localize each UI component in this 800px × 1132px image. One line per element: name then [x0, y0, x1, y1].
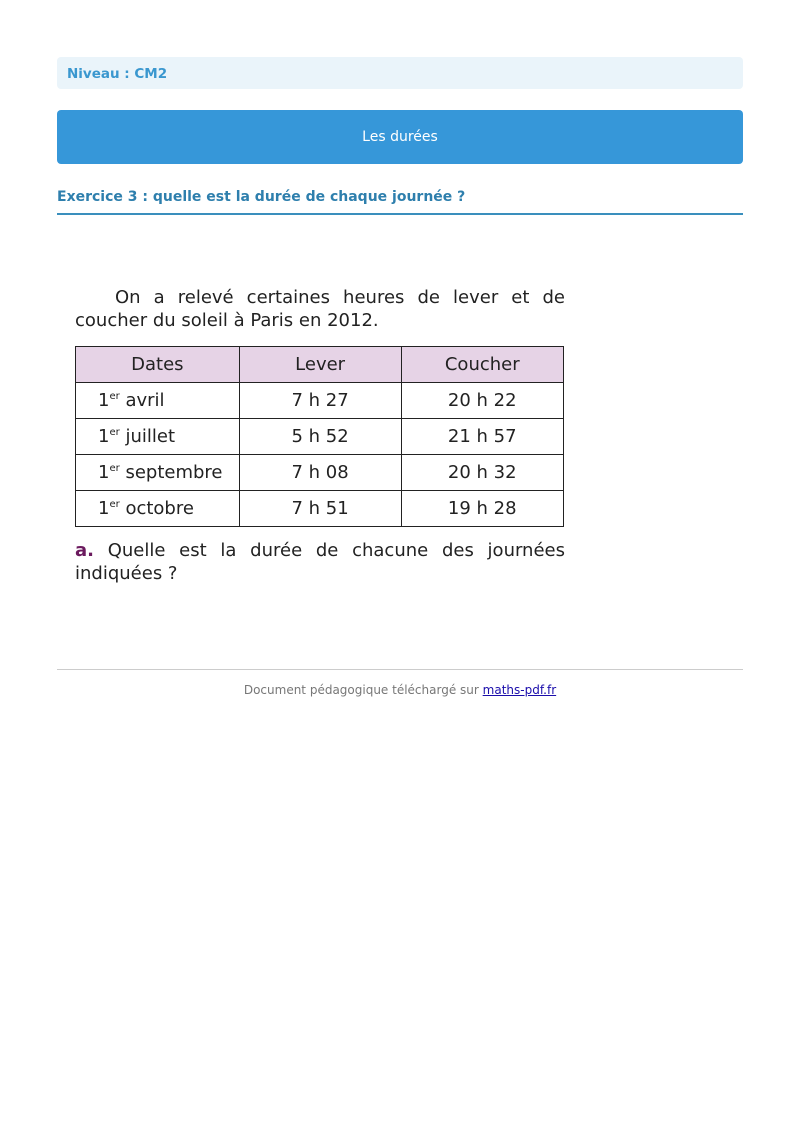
date-day: 1 — [98, 390, 110, 411]
date-day: 1 — [98, 462, 110, 483]
date-cell — [76, 383, 240, 419]
exercise-content — [75, 286, 565, 585]
page-title: Les durées — [362, 129, 438, 145]
level-label: Niveau : CM2 — [67, 66, 168, 82]
date-month: avril — [125, 390, 165, 411]
lever-cell: 7 h 08 — [239, 455, 401, 491]
question-text: Quelle est la durée de chacune des journées indiquées ? — [75, 540, 565, 584]
level-box — [57, 57, 743, 89]
date-month: octobre — [125, 498, 194, 519]
coucher-cell: 20 h 22 — [401, 383, 564, 419]
date-cell — [76, 419, 240, 455]
date-month: septembre — [125, 462, 223, 483]
date-cell — [76, 491, 240, 527]
table-row — [76, 455, 564, 491]
date-suffix: er — [109, 463, 120, 474]
table-header-row — [76, 347, 564, 383]
date-suffix: er — [109, 391, 120, 402]
table-row — [76, 491, 564, 527]
header-lever: Lever — [239, 347, 401, 383]
question-a — [75, 539, 565, 585]
date-day: 1 — [98, 498, 110, 519]
coucher-cell: 19 h 28 — [401, 491, 564, 527]
table-row — [76, 383, 564, 419]
question-marker: a. — [75, 540, 94, 561]
date-suffix: er — [109, 427, 120, 438]
coucher-cell: 21 h 57 — [401, 419, 564, 455]
problem-intro: On a relevé certaines heures de lever et de coucher du soleil à Paris en 2012. — [75, 287, 565, 331]
date-day: 1 — [98, 426, 110, 447]
title-banner — [57, 110, 743, 164]
sunrise-sunset-table — [75, 346, 564, 527]
date-cell — [76, 455, 240, 491]
footer-text: Document pédagogique téléchargé sur — [243, 683, 479, 697]
table-row — [76, 419, 564, 455]
date-suffix: er — [109, 499, 120, 510]
exercise-heading — [57, 186, 743, 215]
exercise-title: Exercice 3 : quelle est la durée de chaque journée ? — [57, 189, 466, 205]
lever-cell: 7 h 27 — [239, 383, 401, 419]
coucher-cell: 20 h 32 — [401, 455, 564, 491]
lever-cell: 7 h 51 — [239, 491, 401, 527]
lever-cell: 5 h 52 — [239, 419, 401, 455]
footer — [57, 683, 743, 697]
footer-divider — [57, 669, 743, 670]
date-month: juillet — [125, 426, 175, 447]
header-coucher: Coucher — [401, 347, 564, 383]
header-dates: Dates — [76, 347, 240, 383]
footer-link[interactable]: maths-pdf.fr — [482, 683, 557, 697]
